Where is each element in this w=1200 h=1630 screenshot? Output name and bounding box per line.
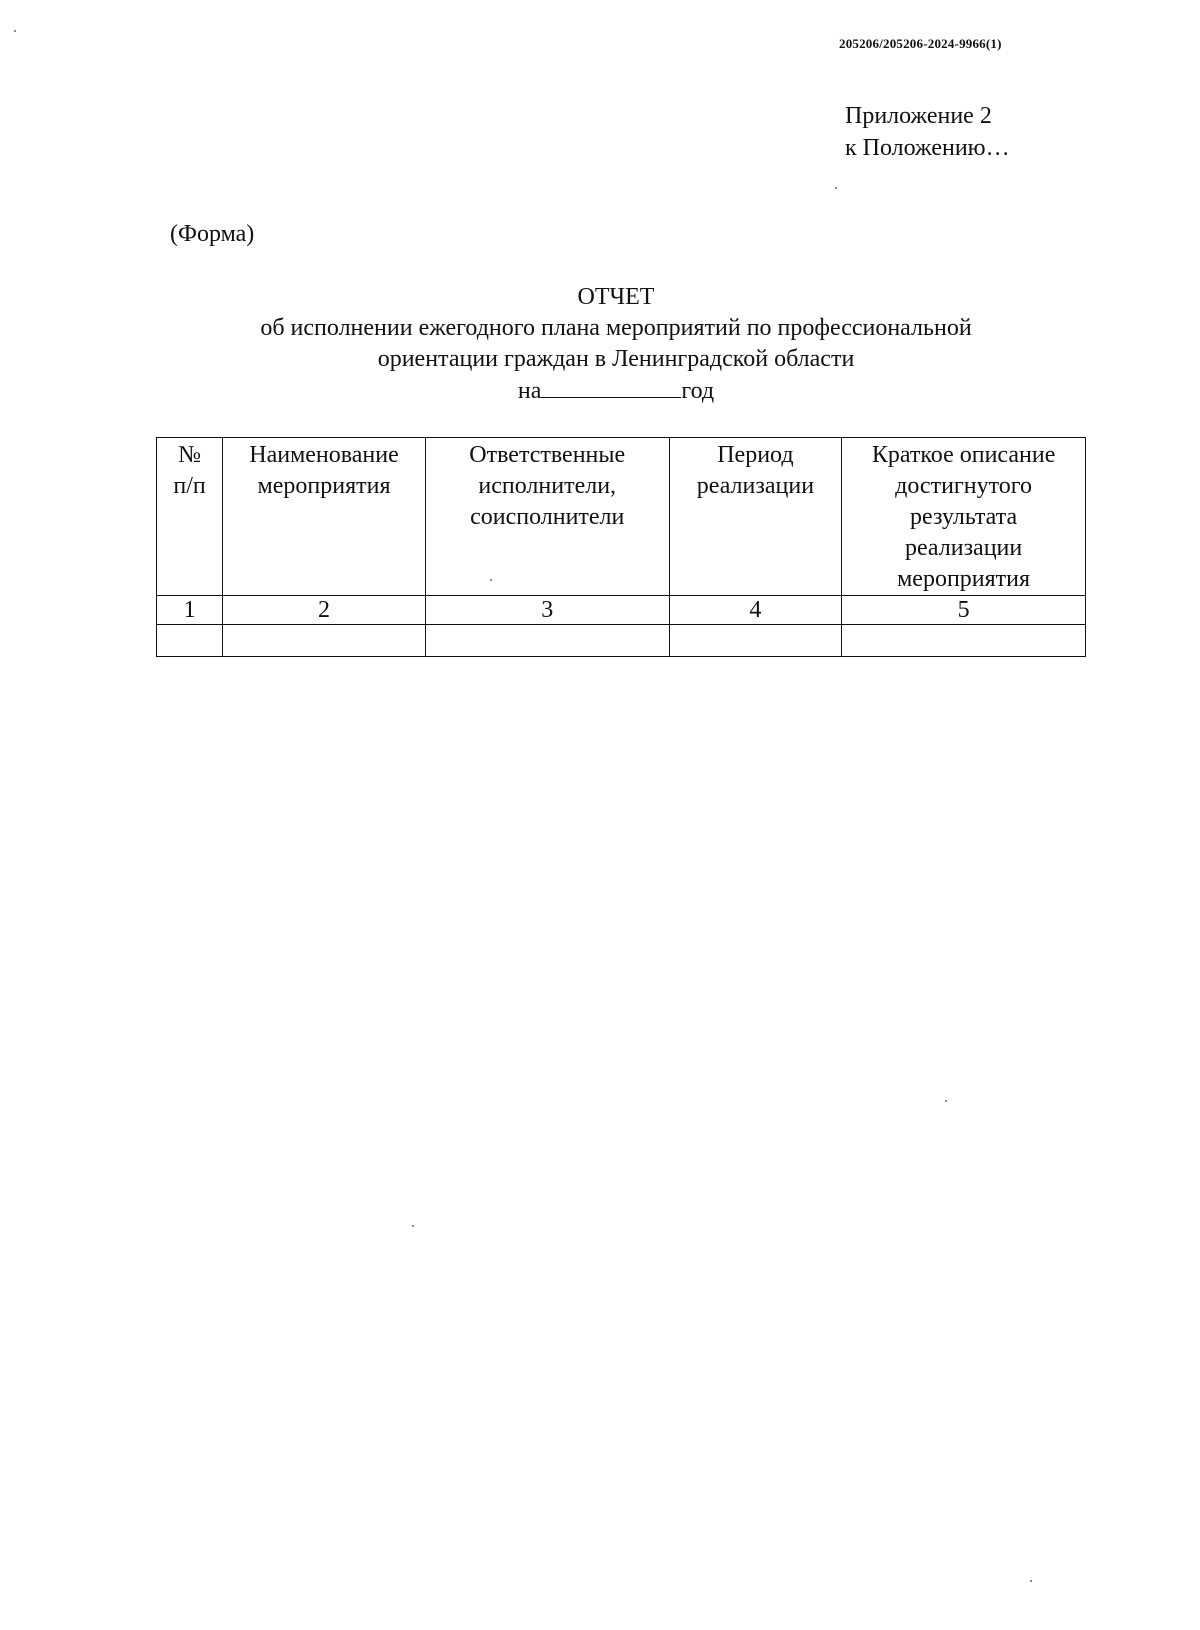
header-text-line: исполнители, (478, 473, 617, 499)
header-text-line: реализации (904, 535, 1023, 561)
empty-cell (223, 625, 426, 657)
header-text-line: реализации (696, 473, 815, 499)
header-responsible (425, 438, 669, 596)
report-title (150, 282, 1082, 407)
scan-speck (835, 187, 837, 189)
table-header-row (157, 438, 1086, 596)
scan-speck (1030, 1580, 1032, 1582)
column-number-row (157, 596, 1086, 625)
header-text-line: Наименование (249, 442, 399, 468)
header-text-line: Краткое описание (871, 442, 1056, 468)
report-table (156, 437, 1086, 657)
report-title-line-2: ориентации граждан в Ленинградской области (377, 346, 855, 372)
header-number (157, 438, 223, 596)
appendix-line-1: Приложение 2 (845, 103, 992, 129)
form-label: (Форма) (170, 221, 255, 247)
empty-cell (842, 625, 1086, 657)
empty-cell (669, 625, 842, 657)
header-text-line: Ответственные (469, 442, 626, 468)
column-number-cell: 5 (842, 596, 1086, 625)
appendix-reference (845, 100, 1010, 164)
column-number-cell: 4 (669, 596, 842, 625)
appendix-line-2: к Положению… (845, 135, 1010, 161)
header-text-line: мероприятия (897, 566, 1031, 592)
header-text-line: результата (910, 504, 1018, 530)
year-blank-field (541, 375, 681, 398)
year-suffix: год (681, 378, 715, 404)
scan-speck (490, 579, 492, 581)
scan-speck (412, 1225, 414, 1227)
report-year-line (150, 375, 1082, 407)
header-event-name (223, 438, 426, 596)
empty-cell (157, 625, 223, 657)
header-text-line: мероприятия (257, 473, 391, 499)
header-text-line: № (178, 442, 202, 468)
report-title-line-1: об исполнении ежегодного плана мероприятий по профессиональной (260, 315, 972, 341)
column-number-cell: 3 (425, 596, 669, 625)
header-text-line: п/п (173, 473, 206, 499)
report-heading: ОТЧЕТ (577, 284, 655, 310)
header-result-description (842, 438, 1086, 596)
header-text-line: соисполнители (470, 504, 625, 530)
column-number-cell: 1 (157, 596, 223, 625)
empty-cell (425, 625, 669, 657)
header-period (669, 438, 842, 596)
column-number-cell: 2 (223, 596, 426, 625)
empty-data-row (157, 625, 1086, 657)
year-prefix: на (517, 378, 542, 404)
header-text-line: Период (717, 442, 794, 468)
document-id: 205206/205206-2024-9966(1) (839, 36, 1002, 51)
scan-speck (945, 1100, 947, 1102)
header-text-line: достигнутого (895, 473, 1033, 499)
scan-speck (14, 30, 16, 32)
